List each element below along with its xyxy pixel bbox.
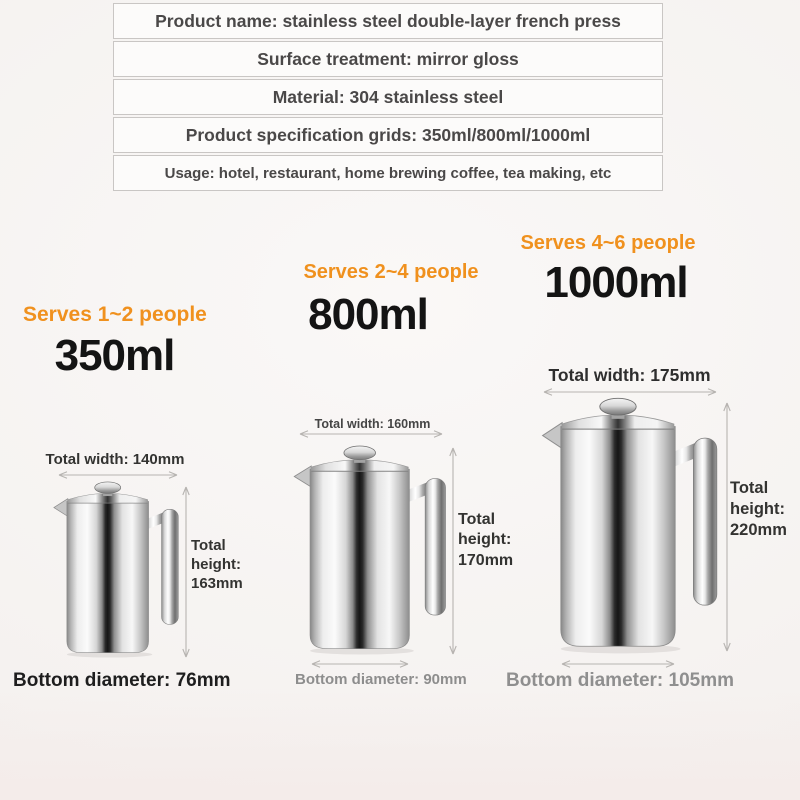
total-width-label-350ml: Total width: 140mm [45,451,185,468]
volume-label-1000ml: 1000ml [544,258,688,307]
spec-row-surface-treatment: Surface treatment: mirror gloss [113,41,663,77]
volume-label-800ml: 800ml [308,290,428,339]
total-height-label-800ml: Total height: 170mm [458,511,514,569]
width-dimension-arrow-800ml [298,429,444,439]
bottom-diameter-label-1000ml: Bottom diameter: 105mm [505,670,735,691]
height-dimension-arrow-800ml [448,446,458,656]
serves-label-1000ml: Serves 4~6 people [520,232,696,254]
width-dimension-arrow-350ml [57,470,179,480]
french-press-800ml-image [292,445,450,655]
height-dimension-arrow-350ml [181,485,191,659]
total-height-label-1000ml: Total height: 220mm [730,479,787,539]
total-height-label-350ml: Total height: 163mm [191,537,243,593]
spec-row-material: Material: 304 stainless steel [113,79,663,115]
serves-label-350ml: Serves 1~2 people [23,303,207,326]
width-dimension-arrow-1000ml [542,387,718,397]
french-press-350ml-image [52,481,182,658]
spec-row-product-name: Product name: stainless steel double-layer french press [113,3,663,39]
bottom-diameter-label-350ml: Bottom diameter: 76mm [13,670,231,691]
total-width-label-800ml: Total width: 160mm [314,417,431,431]
spec-row-usage: Usage: hotel, restaurant, home brewing coffee, tea making, etc [113,155,663,191]
total-width-label-1000ml: Total width: 175mm [548,365,711,385]
bottom-diameter-arrow-1000ml [560,659,676,669]
spec-row-specification-grids: Product specification grids: 350ml/800ml/1000ml [113,117,663,153]
serves-label-800ml: Serves 2~4 people [303,261,479,283]
bottom-diameter-arrow-800ml [310,659,410,669]
bottom-diameter-label-800ml: Bottom diameter: 90mm [295,671,467,688]
volume-label-350ml: 350ml [54,331,175,380]
spec-table [113,3,663,193]
french-press-1000ml-image [540,397,722,654]
